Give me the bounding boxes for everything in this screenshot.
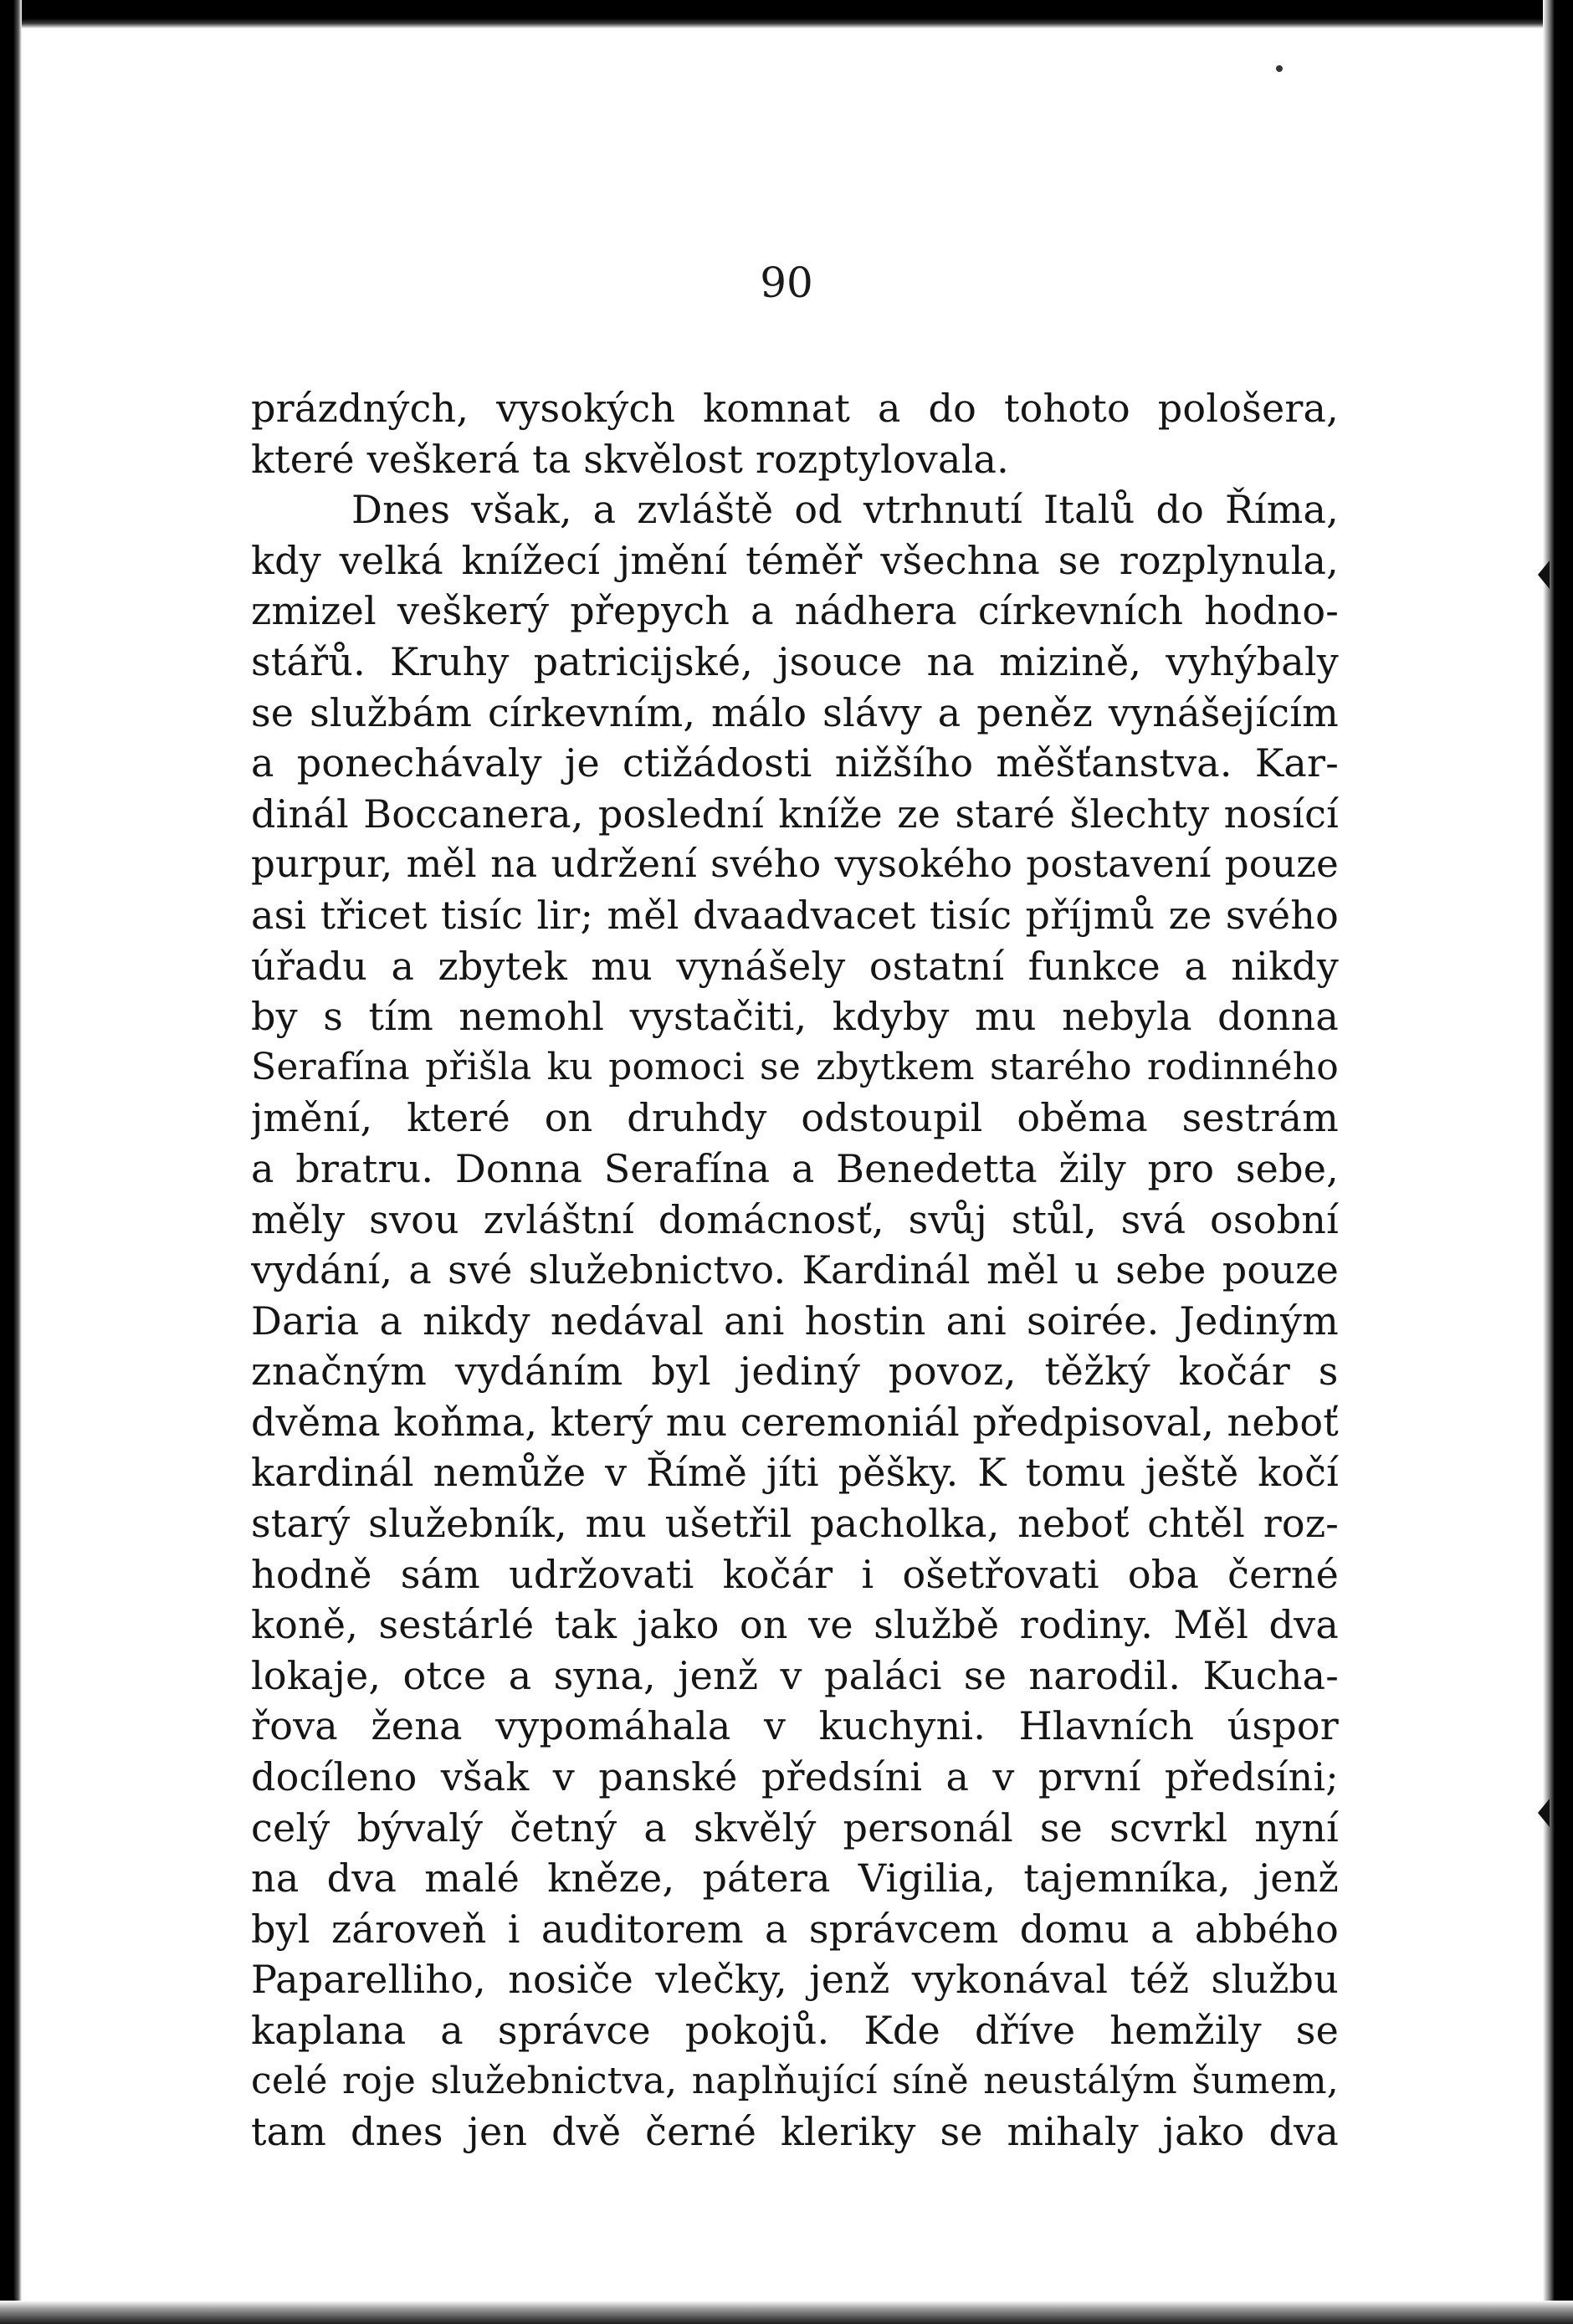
scan-edge-bottom <box>0 2301 1573 2324</box>
text-line: byl zároveň i auditorem a správcem domu a abbého <box>251 1906 1339 1952</box>
scan-edge-left <box>0 0 22 2324</box>
text-line: prázdných, vysokých komnat a do tohoto pološera, <box>251 386 1339 431</box>
page-number: 90 <box>760 259 813 307</box>
text-line: kardinál nemůže v Římě jíti pěšky. K tomu ještě kočí <box>251 1450 1339 1496</box>
scan-speck <box>1276 65 1283 72</box>
text-line: na dva malé kněze, pátera Vigilia, tajemníka, jenž <box>251 1856 1339 1902</box>
text-line: kaplana a správce pokojů. Kde dříve hemžily se <box>251 2008 1339 2053</box>
text-line: docíleno však v panské předsíni a v první předsíni; <box>251 1754 1339 1800</box>
text-line: purpur, měl na udržení svého vysokého postavení pouze <box>251 842 1339 887</box>
text-line: jmění, které on druhdy odstoupil oběma sestrám <box>251 1095 1339 1141</box>
text-line: Dnes však, a zvláště od vtrhnutí Italů do Říma, <box>351 487 1339 533</box>
text-line: tam dnes jen dvě černé kleriky se mihaly jako dva <box>251 2109 1339 2155</box>
text-line: stářů. Kruhy patricijské, jsouce na mizině, vyhýbaly <box>251 638 1339 684</box>
text-line: Serafína přišla ku pomoci se zbytkem starého rodinného <box>251 1045 1339 1088</box>
text-line: celé roje služebnictva, naplňující síně neustálým šumem, <box>251 2059 1339 2102</box>
text-line: kdy velká knížecí jmění téměř všechna se rozplynula, <box>251 537 1339 583</box>
text-line: starý služebník, mu ušetřil pacholka, neboť chtěl roz- <box>251 1501 1339 1547</box>
text-line: a ponechávaly je ctižádosti nižšího měšťanstva. Kar- <box>251 740 1339 786</box>
text-line: řova žena vypomáhala v kuchyni. Hlavních úspor <box>251 1703 1339 1749</box>
body-text <box>251 383 1339 2158</box>
scan-edge-top <box>0 0 1573 28</box>
scan-edge-right-bar <box>1556 125 1561 2217</box>
text-line: Paparelliho, nosiče vlečky, jenž vykonával též službu <box>251 1957 1339 2003</box>
text-line: Daria a nikdy nedával ani hostin ani soirée. Jediným <box>251 1298 1339 1344</box>
text-line: lokaje, otce a syna, jenž v paláci se narodil. Kucha- <box>251 1652 1339 1698</box>
text-line: které veškerá ta skvělost rozptylovala. <box>251 436 1009 482</box>
text-line: se službám církevním, málo slávy a peněz vynášejícím <box>251 689 1339 735</box>
text-line: by s tím nemohl vystačiti, kdyby mu nebyla donna <box>251 994 1339 1040</box>
text-line: koně, sestárlé tak jako on ve službě rodiny. Měl dva <box>251 1602 1339 1648</box>
text-line: úřadu a zbytek mu vynášely ostatní funkce a nikdy <box>251 943 1339 989</box>
text-line: dvěma koňma, který mu ceremoniál předpisoval, neboť <box>251 1399 1339 1445</box>
text-line: vydání, a své služebnictvo. Kardinál měl u sebe pouze <box>251 1247 1339 1293</box>
text-line: značným vydáním byl jediný povoz, těžký kočár s <box>251 1349 1339 1395</box>
text-line: asi třicet tisíc lir; měl dvaadvacet tisíc příjmů ze svého <box>251 892 1339 938</box>
text-line: hodně sám udržovati kočár i ošetřovati oba černé <box>251 1551 1339 1597</box>
text-line: měly svou zvláštní domácnosť, svůj stůl, svá osobní <box>251 1196 1339 1242</box>
text-line: dinál Boccanera, poslední kníže ze staré šlechty nosící <box>251 791 1339 837</box>
text-line: celý bývalý četný a skvělý personál se scvrkl nyní <box>251 1804 1339 1850</box>
text-line: a bratru. Donna Serafína a Benedetta žily pro sebe, <box>251 1145 1339 1191</box>
text-line: zmizel veškerý přepych a nádhera církevních hodno- <box>251 588 1339 634</box>
